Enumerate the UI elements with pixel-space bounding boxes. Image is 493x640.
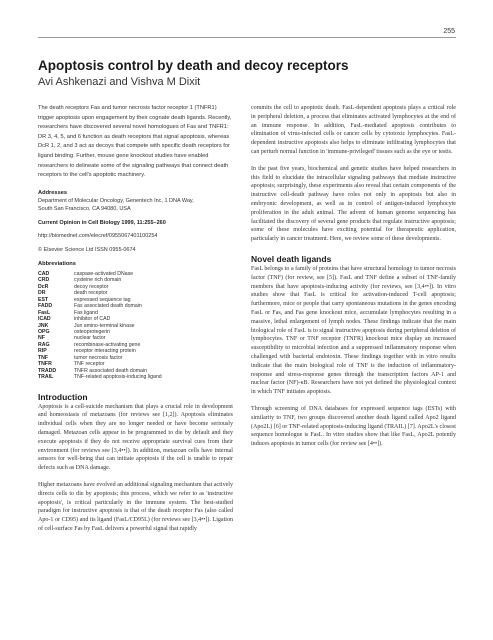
abbreviations-block (38, 260, 233, 380)
abbreviation-term: TNF (38, 354, 49, 361)
body-paragraph: FasL belongs to a family of proteins that have structural homology to tumor necrosis factor (TNF) (for review, see [5]). FasL and TNF define a subset of TNF-family members that have apoptosis-inducing activity (for reviews, see [3,4••]). In vitro studies show that FasL is critical for activation-induced T-cell apoptosis; furthermore, mice or people that carry spontaneous mutations in the genes encoding FasL or Fas, and Fas gene knockout mice, accumulate lymphocytes resulting in a massive, lethal enlargement of lymph nodes. These findings indicate that the main biological role of FasL is to signal instructive apoptosis during peripheral deletion of lymphocytes. TNF or TNF receptor (TNFR) knockout mice display an increased susceptibility to microbial infection and a suppressed inflammatory response when challenged with bacterial endotoxin. These findings together with in vitro results indicate that the main biological role of TNF is the induction of inflammatory-response and stress-response genes through the transcription factors AP-1 and nuclear factor (NF)-κB. Researchers have not yet defined the physiological context in which TNF initiates apoptosis. (251, 265, 456, 396)
addresses-heading: Addresses (38, 189, 68, 196)
abstract (38, 104, 233, 181)
abbreviation-definition: cysteine rich domain (74, 277, 122, 284)
abbreviation-term: DR (38, 290, 46, 297)
abbreviation-term: FasL (38, 309, 51, 316)
abbreviation-term: NF (38, 335, 45, 342)
abbreviation-term: FADD (38, 303, 53, 310)
abbreviation-term: TRADD (38, 367, 57, 374)
abbreviations-heading: Abbreviations (38, 261, 76, 268)
journal-url[interactable]: http://biomednet.com/elecref/0955067401100254 (38, 233, 158, 240)
journal-citation: Current Opinion in Cell Biology 1999, 11:255–260 (38, 219, 166, 226)
article-title: Apoptosis control by death and decoy receptors (38, 58, 349, 73)
abbreviation-term: TRAIL (38, 374, 54, 381)
abbreviation-definition: Fas ligand (74, 309, 98, 316)
abbreviation-definition: expressed sequence tag (74, 296, 131, 303)
right-column (251, 104, 456, 449)
abbreviation-definition: death receptor (74, 290, 108, 297)
address-line: South San Francisco, CA 94080, USA (38, 205, 131, 212)
body-paragraph: Through screening of DNA databases for expressed sequence tags (ESTs) with similarity to TNF, two groups discovered another death ligand called Apo2 ligand (Apo2L) [6] or TNF-related apoptosis-inducing ligand (TRAIL) [7]. Apo2L's closest sequence homologue is FasL. In vitro studies show that like FasL, Apo2L potently induces apoptosis in tumor cells (for review see [4••]). (251, 405, 456, 448)
abstract-text: The death receptors Fas and tumor necrosis factor receptor 1 (TNFR1) trigger apoptosis upon engagement by their cognate death ligands. Recently, researchers have discovered several novel homologues of Fas and TNFR1: DR 3, 4, 5, and 6 function as death receptors that signal apoptosis, whereas DcR 1, 2, and 3 act as decoys that compete with specific death receptors for ligand binding. Further, mouse gene knockout studies have enabled researchers to delineate some of the signaling pathways that connect death receptors to the cell's apoptotic machinery. (38, 105, 232, 179)
page-number: 255 (443, 28, 455, 35)
body-paragraph: Higher metazoans have evolved an additional signaling mechanism that actively directs cells to die by apoptosis; this process, which we refer to as 'instructive apoptosis', is critical particularly in the immune system. The best-studied paradigm for instructive apoptosis is that of the death receptor Fas (also called Apo-1 or CD95) and its ligand (FasL/CD95L) (for reviews see [3,4••]). Ligation of cell-surface Fas by FasL delivers a powerful signal that rapidly (38, 481, 233, 532)
abbreviation-definition: recombinase-activating gene (74, 341, 141, 348)
addresses-block (38, 189, 233, 214)
abbreviation-term: OPG (38, 328, 50, 335)
abbreviation-definition: decoy receptor (74, 283, 109, 290)
abbreviation-term: JNK (38, 322, 49, 329)
abbreviations-table (38, 271, 162, 381)
abbreviation-definition: TNFR associated death domain (74, 367, 147, 374)
abbreviation-term: DcR (38, 283, 49, 290)
header-rule (38, 37, 456, 38)
abbreviation-term: ICAD (38, 316, 51, 323)
abbreviation-term: CRD (38, 277, 50, 284)
address-line: Department of Molecular Oncology, Genentech Inc, 1 DNA Way, (38, 198, 194, 205)
journal-info (38, 220, 233, 255)
body-paragraph: In the past five years, biochemical and genetic studies have helped researchers in this field to elucidate the intracellular signaling pathways that mediate instructive apoptosis; surprisingly, these experiments also reveal that certain components of the instructive cell-death pathway have roles not only in apoptosis but also in embryonic development, as well as in control of antigen-induced lymphocyte proliferation in the adult animal. The advent of human genome sequencing has facilitated the discovery of several gene products that regulate instructive apoptosis; some of these molecules have exciting potential for therapeutic application, particularly in cancer treatment. Here, we review some of these developments. (251, 165, 456, 243)
abbreviation-definition: Jun amino-terminal kinase (74, 322, 135, 329)
abbreviation-term: EST (38, 296, 49, 303)
abbreviation-term: TNFR (38, 361, 52, 368)
abbreviation-definition: Fas associated death domain (74, 303, 142, 310)
abbreviation-definition: nuclear factor (74, 335, 106, 342)
body-paragraph: Apoptosis is a cell-suicide mechanism that plays a crucial role in development and homeostasis of metazoans (for reviews see [1,2]). Apoptosis eliminates individual cells when they are no longer needed or have become seriously damaged. Metazoan cells appear to be programmed to die by default and they execute apoptosis if they do not receive appropriate survival cues from their environment (for reviews see [3,4••]). In addition, metazoan cells have internal sensors for well-being that can initiate apoptosis if the cell is unable to repair defects such as DNA damage. (38, 403, 233, 472)
abbreviation-definition: TNF-related apoptosis-inducing ligand (74, 374, 162, 381)
abbreviation-definition: TNF receptor (74, 361, 105, 368)
abbreviation-definition: inhibitor of CAD (74, 316, 111, 323)
left-column (38, 104, 233, 534)
body-paragraph: commits the cell to apoptotic death. FasL-dependent apoptosis plays a critical role in peripheral deletion, a process that eliminates activated lymphocytes at the end of an immune response. In addition, FasL-mediated apoptosis contributes to elimination of virus-infected cells or cancer cells by cytotoxic lymphocytes. FasL-dependent instructive apoptosis also helps to eliminate infiltrating lymphocytes that can perturb normal function in 'immune-privileged' tissues such as the eye or testis. (251, 105, 456, 155)
abbreviation-definition: caspase-activated DNase (74, 270, 134, 277)
abbreviation-definition: receptor interacting protein (74, 348, 136, 355)
section-heading-introduction: Introduction (38, 391, 88, 402)
section-heading-novel-death-ligands: Novel death ligands (251, 253, 332, 264)
abbreviation-term: RIP (38, 348, 47, 355)
abbreviation-definition: tumor necrosis factor (74, 354, 123, 361)
copyright-notice: © Elsevier Science Ltd ISSN 0955-0674 (38, 246, 136, 253)
abbreviation-definition: osteoprotegerin (74, 328, 111, 335)
article-authors: Avi Ashkenazi and Vishva M Dixit (38, 76, 201, 88)
abbreviation-term: CAD (38, 270, 50, 277)
abbreviation-term: RAG (38, 341, 50, 348)
